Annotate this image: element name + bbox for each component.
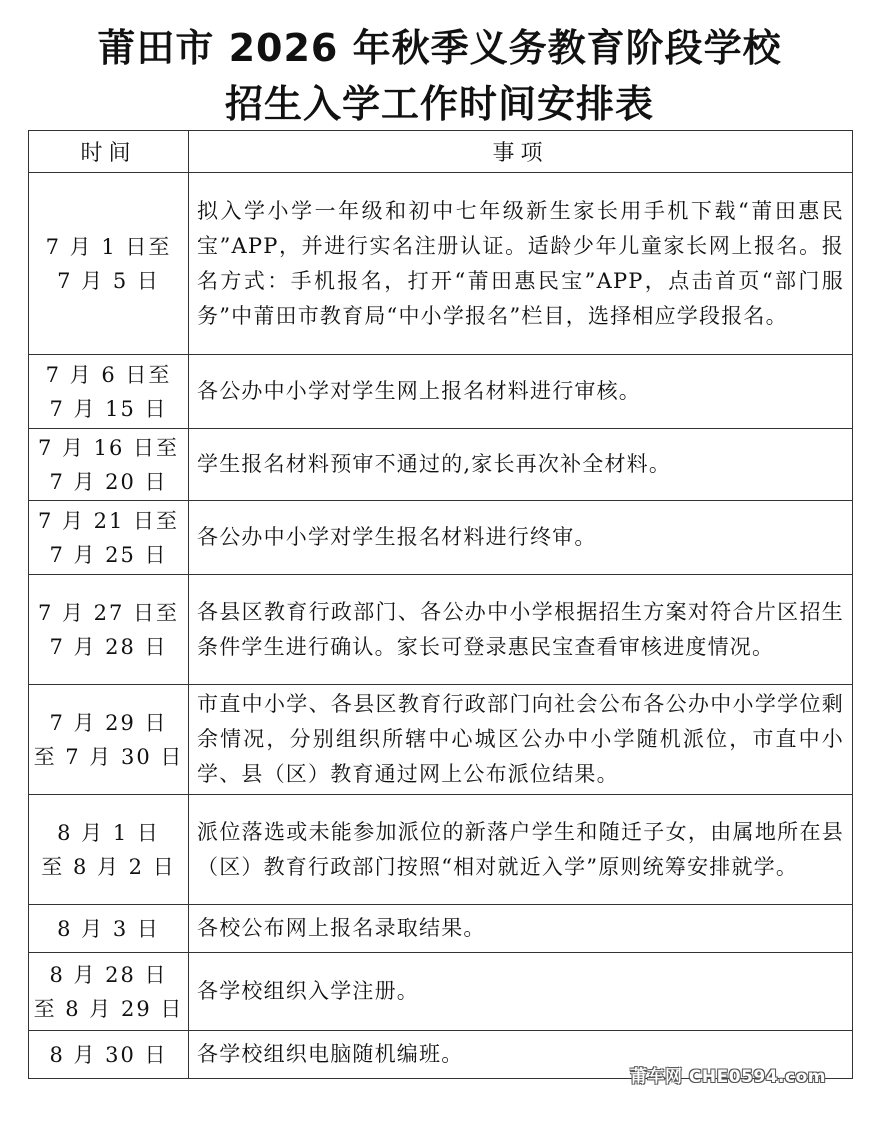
table-row	[29, 795, 853, 905]
header-time: 时间	[29, 131, 189, 173]
row-item: 派位落选或未能参加派位的新落户学生和随迁子女，由属地所在县（区）教育行政部门按照“相对就近入学”原则统筹安排就学。	[189, 795, 853, 905]
table-row	[29, 685, 853, 795]
row-item: 拟入学小学一年级和初中七年级新生家长用手机下载“莆田惠民宝”APP，并进行实名注册认证。适龄少年儿童家长网上报名。报名方式：手机报名，打开“莆田惠民宝”APP，点击首页“部门服务”中莆田市教育局“中小学报名”栏目，选择相应学段报名。	[189, 173, 853, 355]
table-header-row	[29, 131, 853, 173]
header-item: 事项	[189, 131, 853, 173]
document-title-line2: 招生入学工作时间安排表	[224, 82, 654, 126]
row-item: 各学校组织入学注册。	[189, 953, 853, 1031]
row-time: 7 月 29 日 至 7 月 30 日	[29, 685, 189, 795]
table-row	[29, 905, 853, 953]
row-time: 7 月 16 日至 7 月 20 日	[29, 429, 189, 501]
row-time: 7 月 27 日至 7 月 28 日	[29, 575, 189, 685]
table-row	[29, 429, 853, 501]
row-item: 学生报名材料预审不通过的,家长再次补全材料。	[189, 429, 853, 501]
table-row	[29, 173, 853, 355]
row-time: 8 月 28 日 至 8 月 29 日	[29, 953, 189, 1031]
table-row	[29, 501, 853, 575]
site-watermark: 莆车网 CHE0594.com	[630, 1067, 826, 1087]
table-row	[29, 575, 853, 685]
row-time: 7 月 6 日至 7 月 15 日	[29, 355, 189, 429]
row-time: 7 月 21 日至 7 月 25 日	[29, 501, 189, 575]
document-title-line1: 莆田市 2026 年秋季义务教育阶段学校	[97, 26, 782, 70]
table-row	[29, 355, 853, 429]
row-time: 8 月 1 日 至 8 月 2 日	[29, 795, 189, 905]
row-item: 各公办中小学对学生网上报名材料进行审核。	[189, 355, 853, 429]
row-time: 8 月 30 日	[29, 1031, 189, 1079]
row-item: 各校公布网上报名录取结果。	[189, 905, 853, 953]
row-item: 各公办中小学对学生报名材料进行终审。	[189, 501, 853, 575]
table-row	[29, 953, 853, 1031]
row-item: 市直中小学、各县区教育行政部门向社会公布各公办中小学学位剩余情况，分别组织所辖中心城区公办中小学随机派位，市直中小学、县（区）教育通过网上公布派位结果。	[189, 685, 853, 795]
row-item: 各县区教育行政部门、各公办中小学根据招生方案对符合片区招生条件学生进行确认。家长可登录惠民宝查看审核进度情况。	[189, 575, 853, 685]
row-item: 各学校组织电脑随机编班。	[189, 1031, 853, 1079]
row-time: 7 月 1 日至 7 月 5 日	[29, 173, 189, 355]
row-time: 8 月 3 日	[29, 905, 189, 953]
schedule-table	[28, 130, 853, 1079]
